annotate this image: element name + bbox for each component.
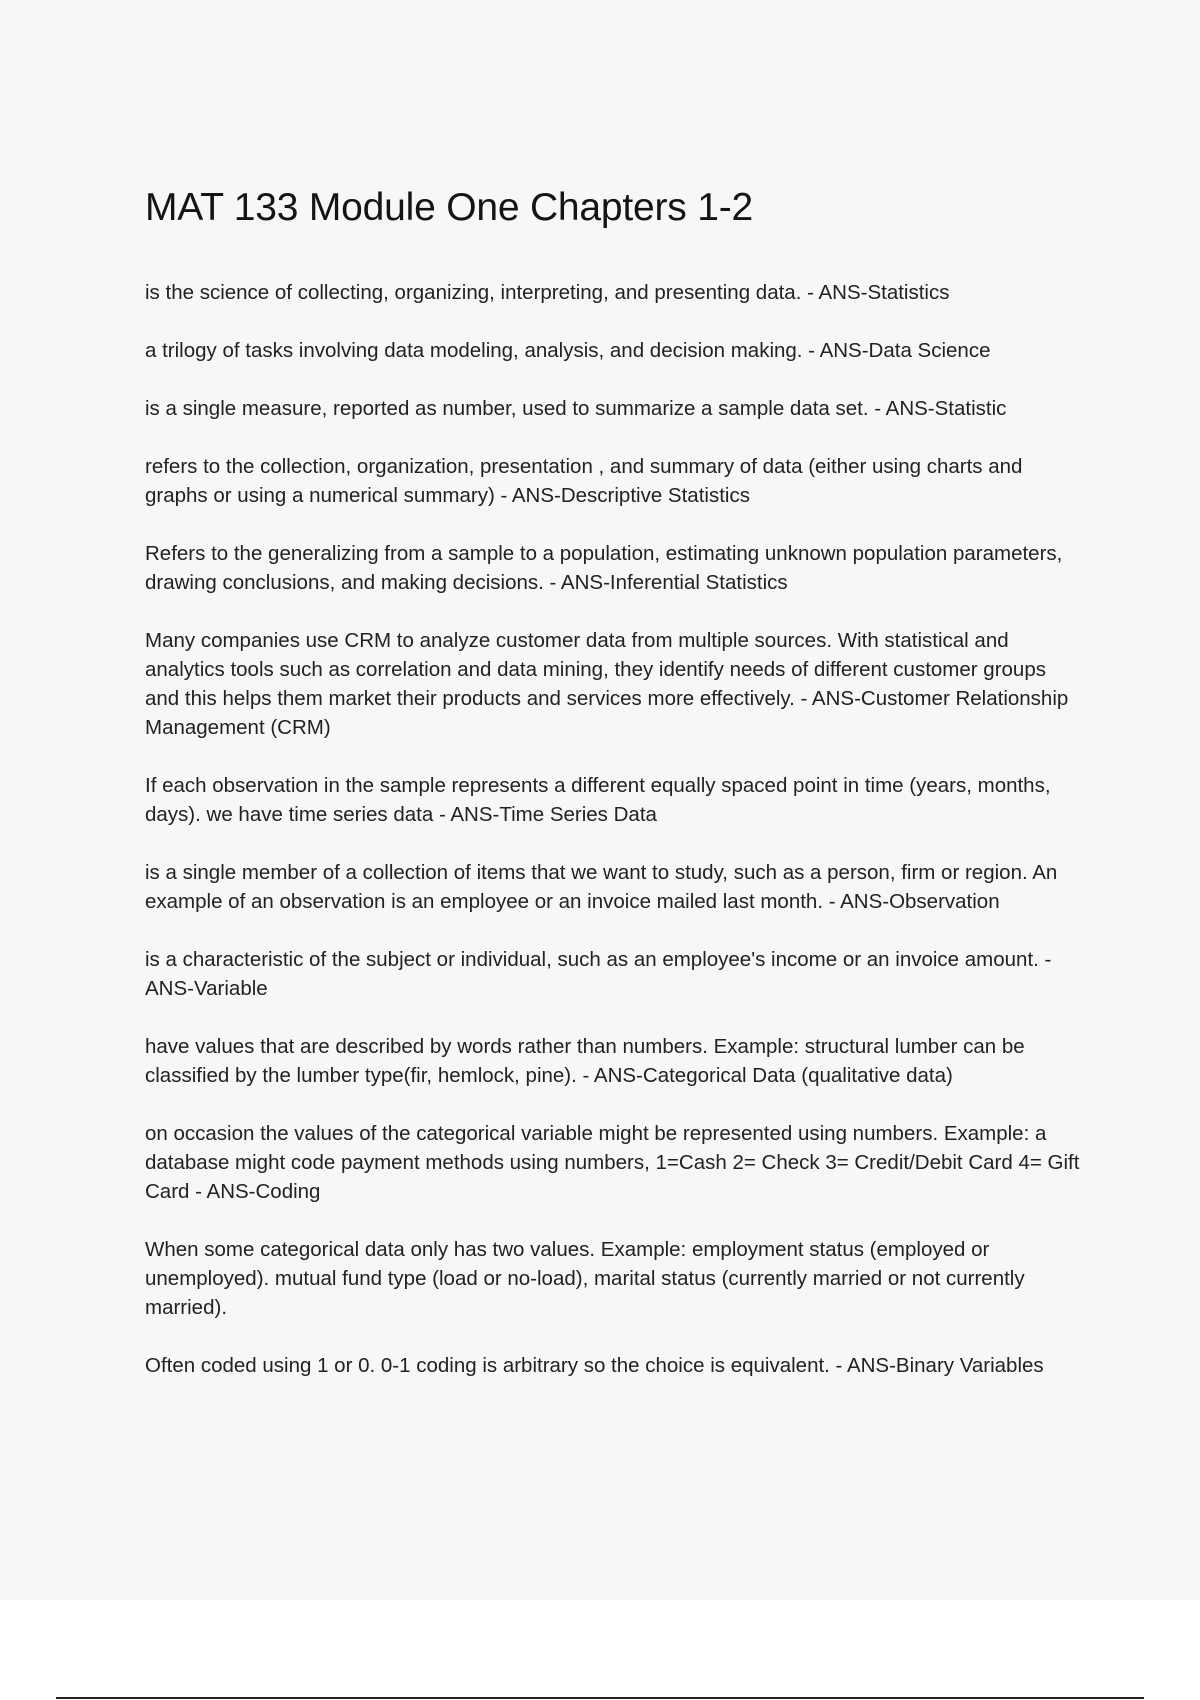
qa-item: is a characteristic of the subject or individual, such as an employee's income or an invoice amount. - ANS-Variable <box>145 948 1052 1000</box>
qa-item: refers to the collection, organization, presentation , and summary of data (either using charts and graphs or using a numerical summary) - ANS-Descriptive Statistics <box>145 455 1023 507</box>
document-title: MAT 133 Module One Chapters 1-2 <box>145 186 754 229</box>
qa-item: When some categorical data only has two values. Example: employment status (employed or unemployed). mutual fund type (load or no-load), marital status (currently married or not currently married). <box>145 1238 1025 1319</box>
qa-item: Refers to the generalizing from a sample to a population, estimating unknown population parameters, drawing conclusions, and making decisions. - ANS-Inferential Statistics <box>145 542 1063 594</box>
qa-item: have values that are described by words rather than numbers. Example: structural lumber can be classified by the lumber type(fir, hemlock, pine). - ANS-Categorical Data (qualitative data) <box>145 1035 1025 1087</box>
qa-list <box>145 278 1085 1409</box>
qa-item: Often coded using 1 or 0. 0-1 coding is arbitrary so the choice is equivalent. - ANS-Binary Variables <box>145 1354 1044 1377</box>
qa-item: is the science of collecting, organizing, interpreting, and presenting data. - ANS-Statistics <box>145 281 950 304</box>
qa-item: is a single measure, reported as number, used to summarize a sample data set. - ANS-Statistic <box>145 397 1007 420</box>
qa-item: a trilogy of tasks involving data modeling, analysis, and decision making. - ANS-Data Science <box>145 339 991 362</box>
qa-item: is a single member of a collection of items that we want to study, such as a person, firm or region. An example of an observation is an employee or an invoice mailed last month. - ANS-Observation <box>145 861 1058 913</box>
qa-item: If each observation in the sample represents a different equally spaced point in time (years, months, days). we have time series data - ANS-Time Series Data <box>145 774 1051 826</box>
qa-item: on occasion the values of the categorical variable might be represented using numbers. Example: a database might code payment methods using numbers, 1=Cash 2= Check 3= Credit/Debit Card 4= Gift Card - ANS-Coding <box>145 1122 1080 1203</box>
qa-item: Many companies use CRM to analyze customer data from multiple sources. With statistical and analytics tools such as correlation and data mining, they identify needs of different customer groups and this helps them market their products and services more effectively. - ANS-Customer Relationship Management (CRM) <box>145 629 1069 739</box>
footer-divider <box>56 1697 1144 1699</box>
